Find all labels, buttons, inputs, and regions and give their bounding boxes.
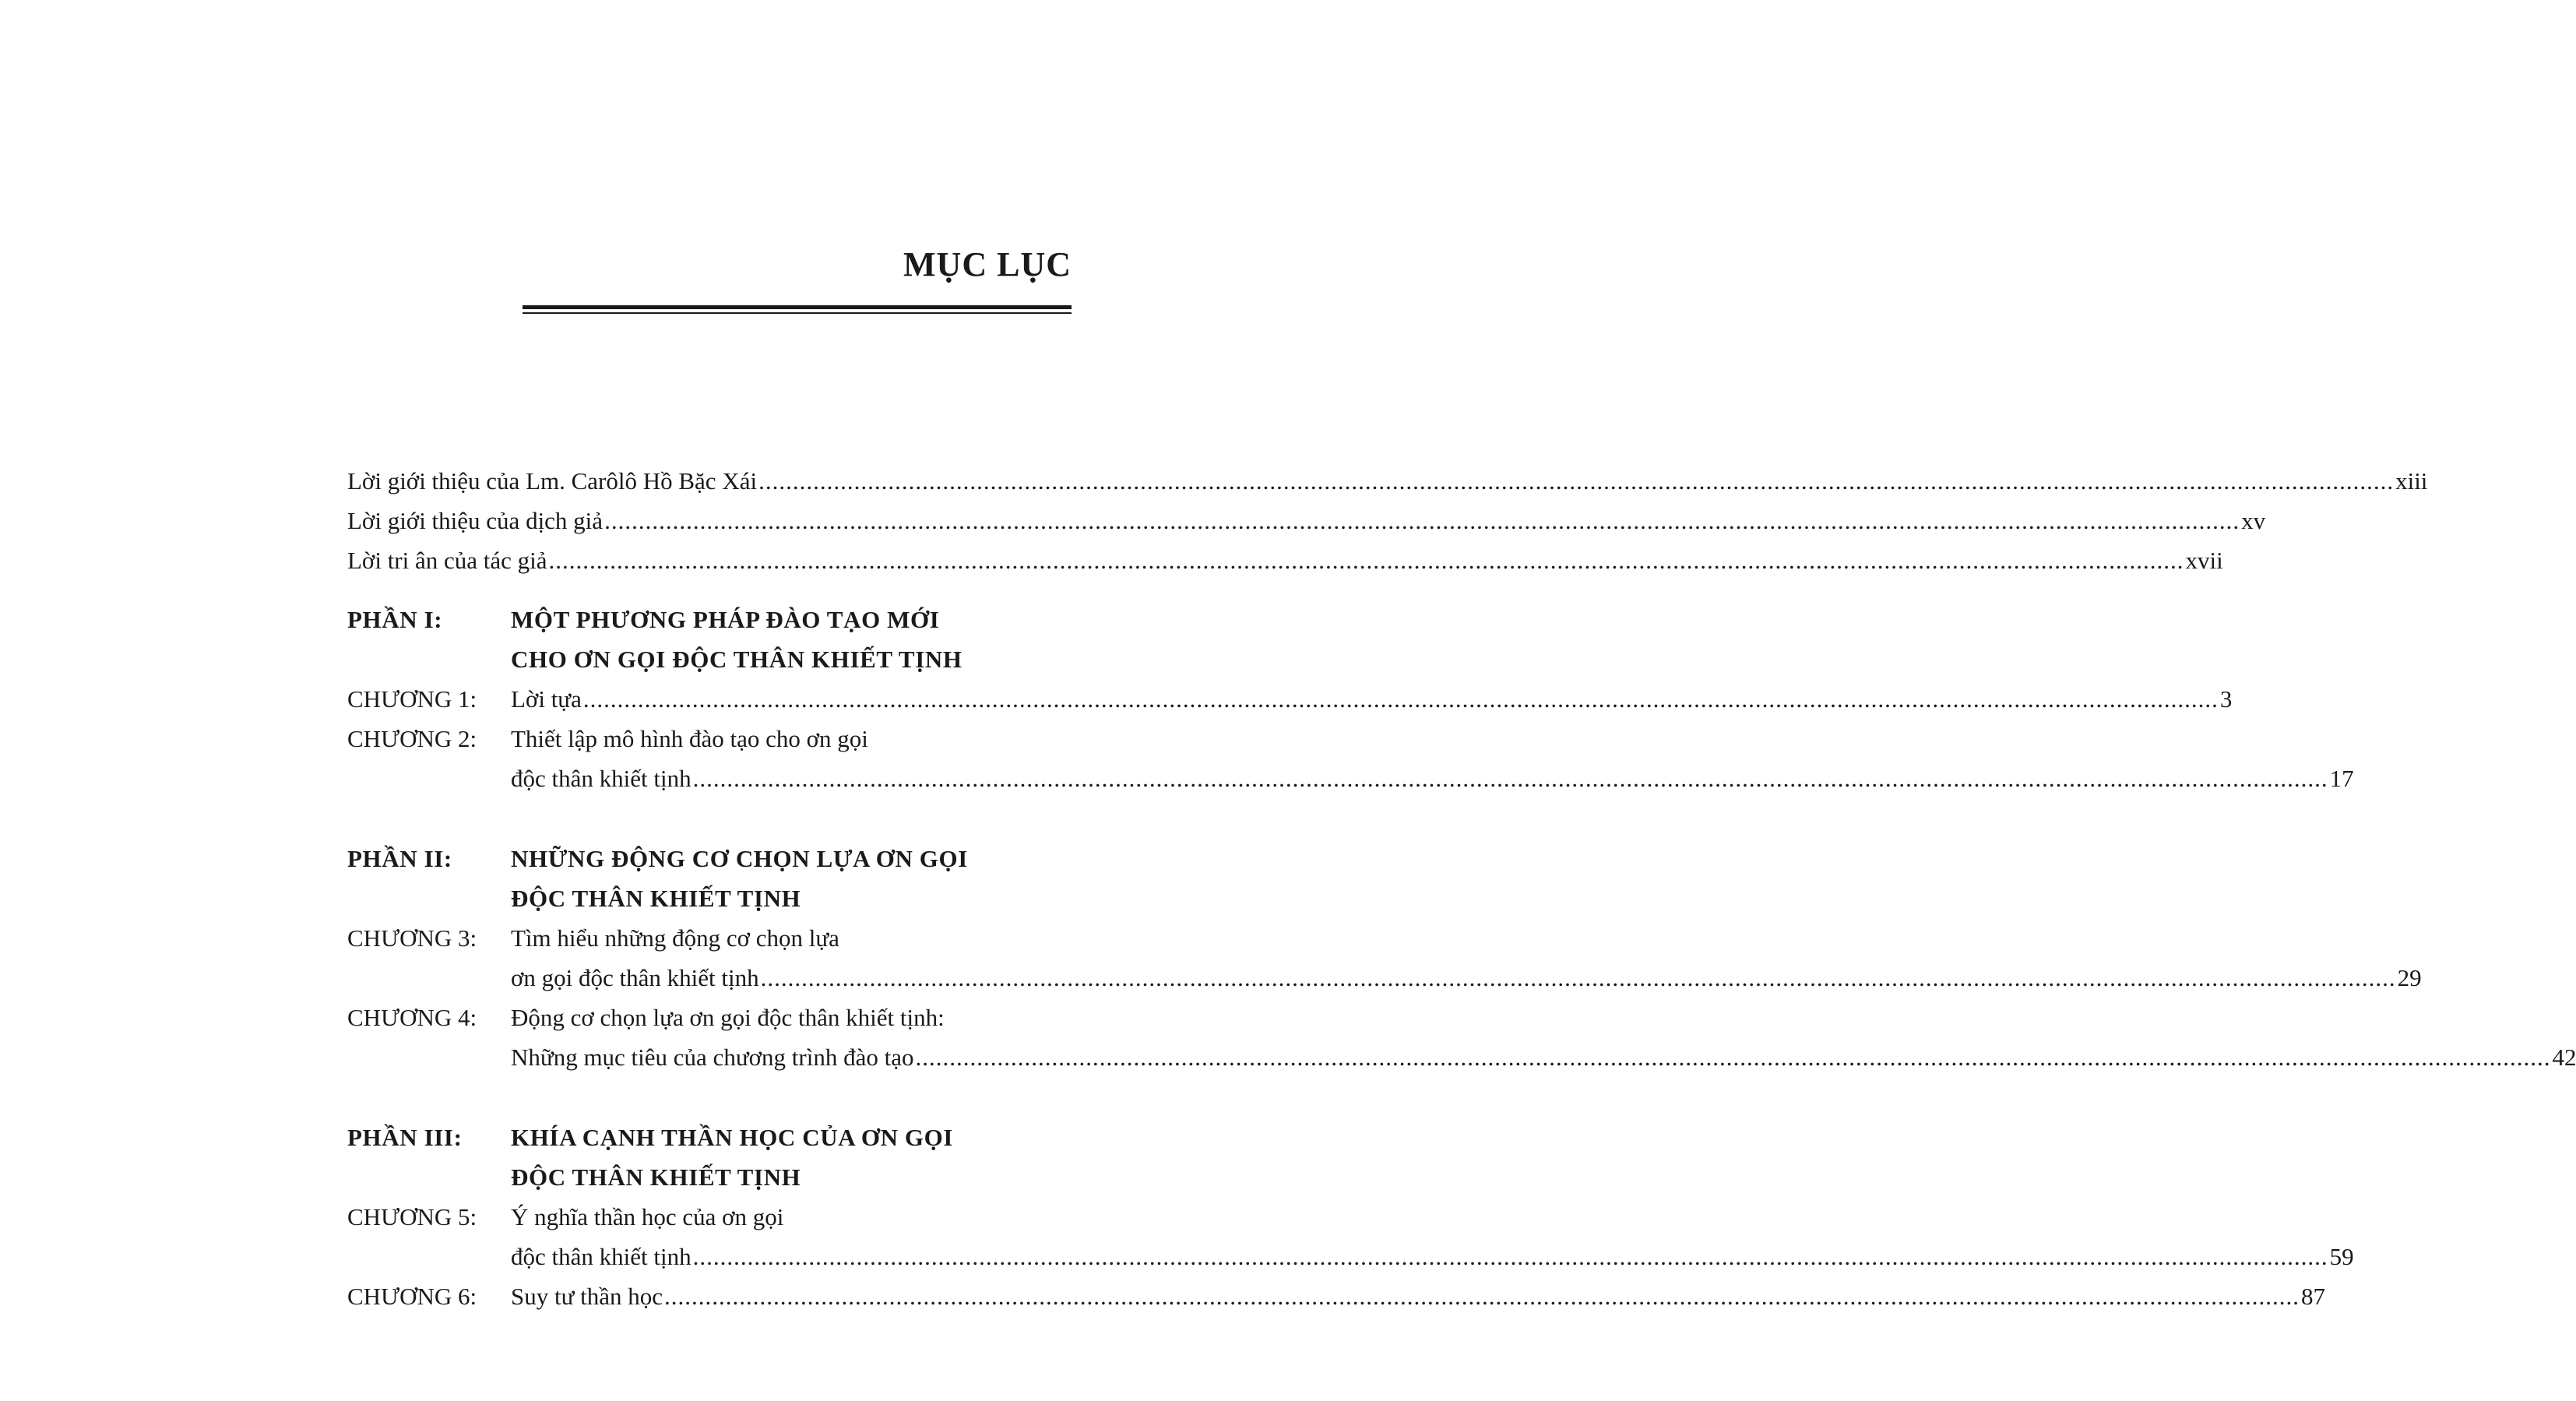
chapter-entry[interactable] [347,998,1072,1037]
title-rule-thin [523,312,1072,314]
part-label: PHẦN II: [347,845,452,872]
part-heading-cont [347,1157,1072,1197]
chapter-page: 17 [2329,765,2354,792]
chapter-page: 29 [2397,964,2422,991]
title-rule-thick [523,305,1072,309]
chapter-label: CHƯƠNG 4: [347,1004,477,1031]
chapter-entry[interactable] [347,1276,2326,1316]
chapter-title-line: Tìm hiểu những động cơ chọn lựa [511,924,839,952]
dot-leader [915,1037,2550,1077]
part-heading[interactable] [347,839,1072,878]
chapter-page: 59 [2329,1243,2354,1270]
chapter-title-line: độc thân khiết tịnh [511,765,692,792]
part-heading-cont [347,639,1072,679]
chapter-entry-cont [347,1237,2354,1276]
table-of-contents [347,461,2576,1316]
entry-title: Lời giới thiệu của dịch giả [347,507,604,534]
page-title: MỤC LỤC [903,245,1072,283]
part-title-line: ĐỘC THÂN KHIẾT TỊNH [511,885,801,912]
toc-entry[interactable] [347,540,2223,580]
chapter-page: 42 [2552,1044,2576,1071]
chapter-entry-cont [347,759,2354,798]
entry-title: Lời giới thiệu của Lm. Carôlô Hồ Bặc Xái [347,467,758,495]
chapter-title-line: Thiết lập mô hình đào tạo cho ơn gọi [511,725,868,752]
chapter-entry[interactable] [347,719,1072,759]
chapter-page: 3 [2219,685,2233,713]
chapter-title-line: độc thân khiết tịnh [511,1243,692,1270]
chapter-label: CHƯƠNG 1: [347,685,477,713]
chapter-label: CHƯƠNG 6: [347,1283,477,1310]
part-label: PHẦN III: [347,1124,463,1151]
dot-leader [604,501,2240,540]
part-title-line: MỘT PHƯƠNG PHÁP ĐÀO TẠO MỚI [511,606,940,633]
chapter-title-line: ơn gọi độc thân khiết tịnh [511,964,759,991]
entry-page: xv [2241,507,2266,534]
part-heading-cont [347,878,1072,918]
part-heading[interactable] [347,600,1072,639]
chapter-title-line: Những mục tiêu của chương trình đào tạo [511,1044,914,1071]
chapter-label: CHƯƠNG 2: [347,725,477,752]
part-title-line: ĐỘC THÂN KHIẾT TỊNH [511,1163,801,1191]
entry-page: xvii [2185,547,2223,574]
chapter-title-line: Suy tư thần học [511,1283,663,1310]
dot-leader [549,540,2184,580]
chapter-page: 87 [2301,1283,2326,1310]
chapter-title-line: Lời tựa [511,685,582,713]
dot-leader [664,1276,2300,1316]
dot-leader [583,679,2219,719]
entry-title: Lời tri ân của tác giả [347,547,547,574]
chapter-label: CHƯƠNG 5: [347,1203,477,1230]
dot-leader [693,759,2328,798]
chapter-entry-cont [347,958,2422,998]
chapter-entry[interactable] [347,1197,1072,1237]
chapter-entry[interactable] [347,918,1072,958]
chapter-entry[interactable] [347,679,2233,719]
dot-leader [693,1237,2328,1276]
chapter-label: CHƯƠNG 3: [347,924,477,952]
part-title-line: CHO ƠN GỌI ĐỘC THÂN KHIẾT TỊNH [511,646,962,673]
chapter-entry-cont [347,1037,2576,1077]
entry-page: xiii [2395,467,2428,495]
part-heading[interactable] [347,1118,1072,1157]
chapter-title-line: Động cơ chọn lựa ơn gọi độc thân khiết tịnh: [511,1004,945,1031]
dot-leader [758,461,2394,501]
part-title-line: NHỮNG ĐỘNG CƠ CHỌN LỰA ƠN GỌI [511,845,968,872]
chapter-title-line: Ý nghĩa thần học của ơn gọi [511,1203,784,1230]
toc-entry[interactable] [347,461,2428,501]
part-title-line: KHÍA CẠNH THẦN HỌC CỦA ƠN GỌI [511,1124,953,1151]
part-label: PHẦN I: [347,606,443,633]
dot-leader [761,958,2396,998]
toc-entry[interactable] [347,501,2266,540]
